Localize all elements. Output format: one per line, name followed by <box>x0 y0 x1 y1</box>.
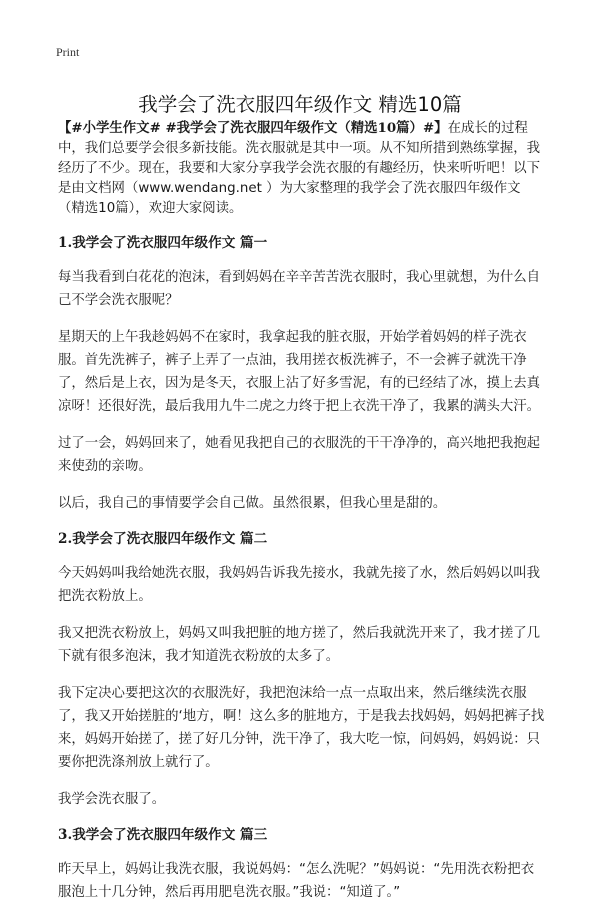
paragraph: 我学会洗衣服了。 <box>58 792 166 807</box>
paragraph: 星期天的上午我趁妈妈不在家时，我拿起我的脏衣服，开始学着妈妈的样子洗衣服。首先洗裤子，裤子上弄了一点油，我用搓衣板洗裤子，不一会裤子就洗干净了，然后是上衣，因为是冬天，衣服上沾了好多雪泥，有的已经结了冰，摸上去真凉呀！还很好洗，最后我用九牛二虎之力终于把上衣洗干净了，我累的满头大汗。 <box>58 330 541 414</box>
paragraph: 我下定决心要把这次的衣服洗好，我把泡沫给一点一点取出来，然后继续洗衣服了，我又开始搓脏的‘地方，啊！这么多的脏地方，于是我去找妈妈，妈妈把裤子找来，妈妈开始搓了，搓了好几分钟，洗干净了，我大吃一惊，问妈妈，妈妈说：只要你把洗涤剂放上就行了。 <box>58 686 545 770</box>
intro-text: 在成长的过程中，我们总要学会很多新技能。洗衣服就是其中一项。从不知所措到熟练掌握，我经历了不少。现在，我要和大家分享我学会洗衣服的有趣经历，快来听听吧！以下是由文档网（www.wendang.net ）为大家整理的我学会了洗衣服四年级作文（精选10篇），欢迎大家阅读。 <box>58 121 541 216</box>
section-title: 3.我学会了洗衣服四年级作文 篇三 <box>58 827 268 843</box>
paragraph: 今天妈妈叫我给她洗衣服，我妈妈告诉我先接水，我就先接了水，然后妈妈以叫我把洗衣粉放上。 <box>58 566 541 604</box>
intro-tag: 【#小学生作文# #我学会了洗衣服四年级作文（精选10篇）#】 <box>58 120 448 136</box>
paragraph: 我又把洗衣粉放上，妈妈又叫我把脏的地方搓了，然后我就洗开来了，我才搓了几下就有很多泡沫，我才知道洗衣粉放的太多了。 <box>58 626 541 664</box>
section-title: 1.我学会了洗衣服四年级作文 篇一 <box>58 235 268 251</box>
paragraph: 每当我看到白花花的泡沫，看到妈妈在辛辛苦苦洗衣服时，我心里就想，为什么自己不学会洗衣服呢？ <box>58 270 541 308</box>
print-label: Print <box>56 45 80 59</box>
paragraph: 昨天早上，妈妈让我洗衣服，我说妈妈：“怎么洗呢？”妈妈说：“先用洗衣粉把衣服泡上十几分钟，然后再用肥皂洗衣服。”我说：“知道了。” <box>58 862 535 900</box>
section-title: 2.我学会了洗衣服四年级作文 篇二 <box>58 531 268 547</box>
section-1 <box>58 233 546 515</box>
paragraph: 以后，我自己的事情要学会自己做。虽然很累，但我心里是甜的。 <box>58 496 447 511</box>
section-2 <box>58 529 546 811</box>
paragraph: 过了一会，妈妈回来了，她看见我把自己的衣服洗的干干净净的，高兴地把我抱起来使劲的亲吻。 <box>58 436 541 474</box>
page-title: 我学会了洗衣服四年级作文 精选10篇 <box>138 93 462 117</box>
article-body <box>58 118 546 918</box>
section-3 <box>58 825 546 904</box>
intro-paragraph <box>58 118 546 219</box>
